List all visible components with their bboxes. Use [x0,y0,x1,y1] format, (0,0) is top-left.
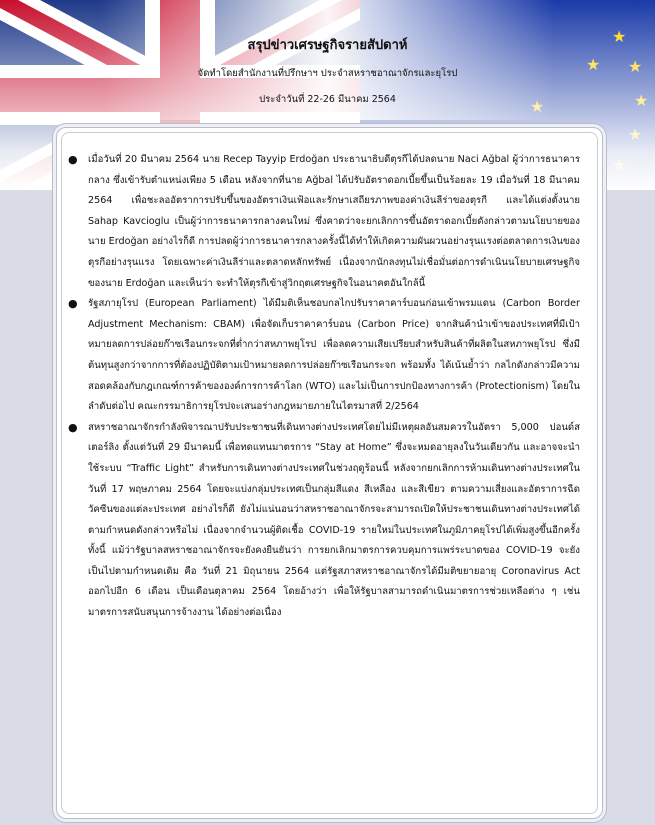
bullet-icon: ● [68,420,78,434]
news-text: รัฐสภายุโรป (European Parliament) ได้มีมติเห็นชอบกลไกปรับราคาคาร์บอนก่อนเข้าพรมแดน (Carbon Border Adjustment Mechanism: CBAM) เพื่อจัดเก็บราคาคาร์บอน (Carbon Price) จากสินค้านำเข้าของประเทศที่มีเป้าหมายลดการปล่อยก๊าซเรือนกระจกที่ต่ำกว่าสหภาพยุโรป เพื่อลดความเสียเปรียบสำหรับสินค้าที่ผลิตในสหภาพยุโรป ซึ่งมีต้นทุนสูงกว่าจากการที่ต้องปฏิบัติตามเป้าหมายลดการปล่อยก๊าซเรือนกระจก พร้อมทั้ง ได้เน้นย้ำว่า กลไกดังกล่าวมีความสอดคล้องกับกฎเกณฑ์การค้าขององค์การการค้าโลก (WTO) และไม่เป็นการปกป้องทางการค้า (Protectionism) โดยในลำดับต่อไป คณะกรรมาธิการยุโรปจะเสนอร่างกฎหมายภายในไตรมาสที่ 2/2564 [88,298,580,413]
news-item [68,150,580,294]
bullet-icon: ● [68,153,78,166]
news-text: สหราชอาณาจักรกำลังพิจารณาปรับประชาชนที่เดินทางต่างประเทศโดยไม่มีเหตุผลอันสมควรในอัตรา 5,000 ปอนด์สเตอร์ลิง ตั้งแต่วันที่ 29 มีนาคมนี้ เพื่อทดแทนมาตรการ “Stay at Home” ซึ่งจะหมดอายุลงในวันเดียวกัน และอาจจะนำใช้ระบบ “Traffic Light” สำหรับการเดินทางต่างประเทศในช่วงฤดูร้อนนี้ หลังจากยกเลิกการห้ามเดินทางต่างประเทศในวันที่ 17 พฤษภาคม 2564 โดยจะแบ่งกลุ่มประเทศเป็นกลุ่มสีแดง สีเหลือง และสีเขียว ตามความเสี่ยงและอัตราการฉีดวัคซีนของแต่ละประเทศ อย่างไรก็ดี ยังไม่แน่นอนว่าสหราชอาณาจักรจะสามารถเปิดให้ประชาชนเดินทางต่างประเทศได้ตามกำหนดดังกล่าวหรือไม่ เนื่องจากจำนวนผู้ติดเชื้อ COVID-19 รายใหม่ในประเทศในภูมิภาคยุโรปได้เพิ่มสูงขึ้นอีกครั้ง ทั้งนี้ แม้ว่ารัฐบาลสหราชอาณาจักรจะยังคงยืนยันว่า การยกเลิกมาตรการควบคุมการแพร่ระบาดของ COVID-19 จะยังเป็นไปตามกำหนดเดิม คือ วันที่ 21 มิถุนายน 2564 แต่รัฐสภาสหราชอาณาจักรได้มีมติขยายอายุ Coronavirus Act ออกไปอีก 6 เดือน เป็นเดือนตุลาคม 2564 โดยอ้างว่า เพื่อให้รัฐบาลสามารถดำเนินมาตรการช่วยเหลือต่าง ๆ เช่น มาตรการสนับสนุนการจ้างงาน ได้อย่างต่อเนื่อง [88,421,580,619]
page-title: สรุปข่าวเศรษฐกิจรายสัปดาห์ [247,38,408,53]
bullet-icon: ● [68,297,78,311]
date-range: ประจำวันที่ 22-26 มีนาคม 2564 [259,94,396,105]
news-text: เมื่อวันที่ 20 มีนาคม 2564 นาย Recep Tayyip Erdoğan ประธานาธิบดีตุรกีได้ปลดนาย Naci Ağbal ผู้ว่าการธนาคารกลาง ซึ่งเข้ารับตำแหน่งเพียง 5 เดือน หลังจากที่นาย Ağbal ได้ปรับอัตราดอกเบี้ยขึ้นเป็นร้อยละ 19 เมื่อวันที่ 18 มีนาคม 2564 เพื่อชะลออัตราการปรับขึ้นของอัตราเงินเฟ้อและรักษาเสถียรภาพของค่าเงินลีร่าของตุรกี และได้แต่งตั้งนาย Sahap Kavcioglu เป็นผู้ว่าการธนาคารกลางคนใหม่ ซึ่งคาดว่าจะยกเลิกการขึ้นอัตราดอกเบี้ยดังกล่าวตามนโยบายของนาย Erdoğan อย่างไรก็ดี การปลดผู้ว่าการธนาคารกลางครั้งนี้ได้ทำให้เกิดความผันผวนอย่างรุนแรงต่อตลาดการเงินของตุรกีอย่างรุนแรง โดยเฉพาะค่าเงินลีร่าและตลาดหลักทรัพย์ เนื่องจากนักลงทุนไม่เชื่อมั่นต่อการดำเนินนโยบายเศรษฐกิจของนาย Erdoğan และเห็นว่า จะทำให้ตุรกีเข้าสู่วิกฤตเศรษฐกิจในอนาคตอันใกล้นี้ [88,154,580,289]
news-list [68,150,580,624]
page-subtitle: จัดทำโดยสำนักงานที่ปรึกษาฯ ประจำสหราชอาณาจักรและยุโรป [197,68,458,79]
news-item [68,294,580,418]
news-item [68,418,580,624]
header [0,0,655,120]
